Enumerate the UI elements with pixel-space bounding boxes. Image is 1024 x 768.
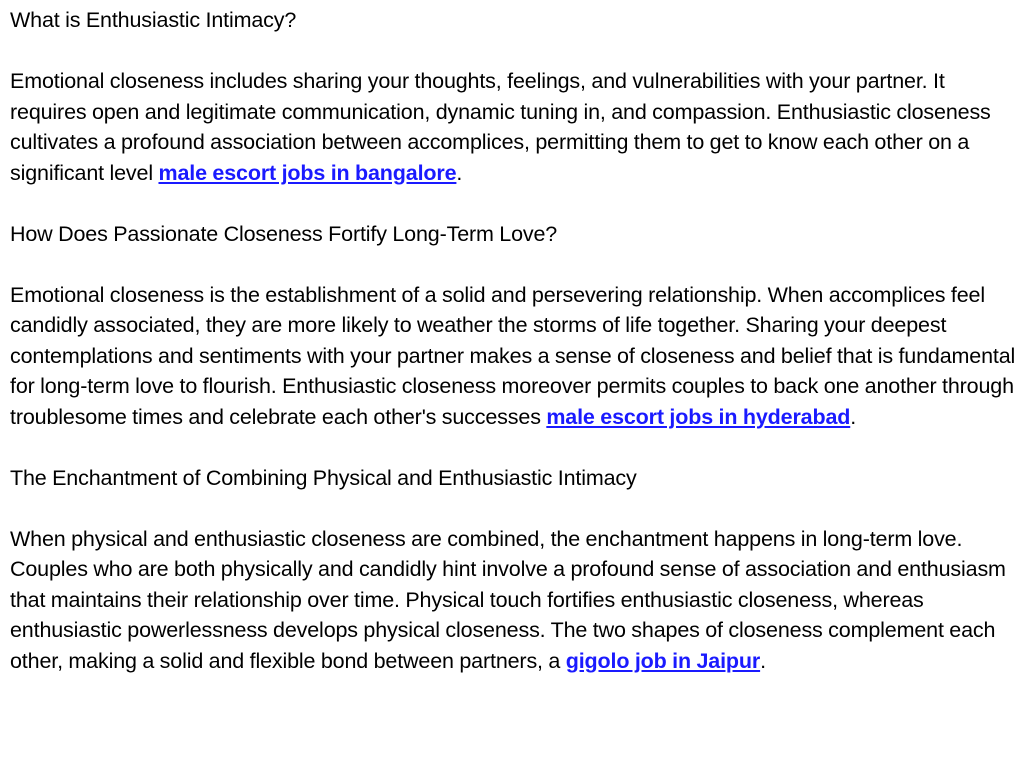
section-1-paragraph xyxy=(10,66,1016,188)
section-1-trailing: . xyxy=(456,160,463,185)
section-3-heading: The Enchantment of Combining Physical and Enthusiastic Intimacy xyxy=(10,465,637,490)
hyderabad-link[interactable]: male escort jobs in hyderabad xyxy=(546,404,851,429)
section-2-body-text: Emotional closeness is the establishment of a solid and persevering relationship. When accomplices feel candidly associated, they are more likely to weather the storms of life together. Sharing your deepest contemplations and sentiments with your partner makes a sense of closeness and belief that is fundamental for long-term love to flourish. Enthusiastic closeness moreover permits couples to back one another through troublesome times and celebrate each other's successes xyxy=(10,282,1016,429)
section-2-heading: How Does Passionate Closeness Fortify Long-Term Love? xyxy=(10,221,558,246)
bangalore-link[interactable]: male escort jobs in bangalore xyxy=(158,160,457,185)
section-3-body-text: When physical and enthusiastic closeness are combined, the enchantment happens in long-term love. Couples who are both physically and candidly hint involve a profound sense of association and enthusiasm that maintains their relationship over time. Physical touch fortifies enthusiastic closeness, whereas enthusiastic powerlessness develops physical closeness. The two shapes of closeness complement each other, making a solid and flexible bond between partners, a xyxy=(10,526,1006,673)
jaipur-link[interactable]: gigolo job in Jaipur xyxy=(565,648,761,673)
section-2-trailing: . xyxy=(850,404,857,429)
section-1-heading: What is Enthusiastic Intimacy? xyxy=(10,8,297,32)
section-2-paragraph xyxy=(10,280,1016,433)
section-1-body-text: Emotional closeness includes sharing your thoughts, feelings, and vulnerabilities with your partner. It requires open and legitimate communication, dynamic tuning in, and compassion. Enthusiastic closeness cultivates a profound association between accomplices, permitting them to get to know each other on a significant level xyxy=(10,69,991,185)
section-3-paragraph xyxy=(10,524,1016,677)
section-3-trailing: . xyxy=(760,648,766,673)
